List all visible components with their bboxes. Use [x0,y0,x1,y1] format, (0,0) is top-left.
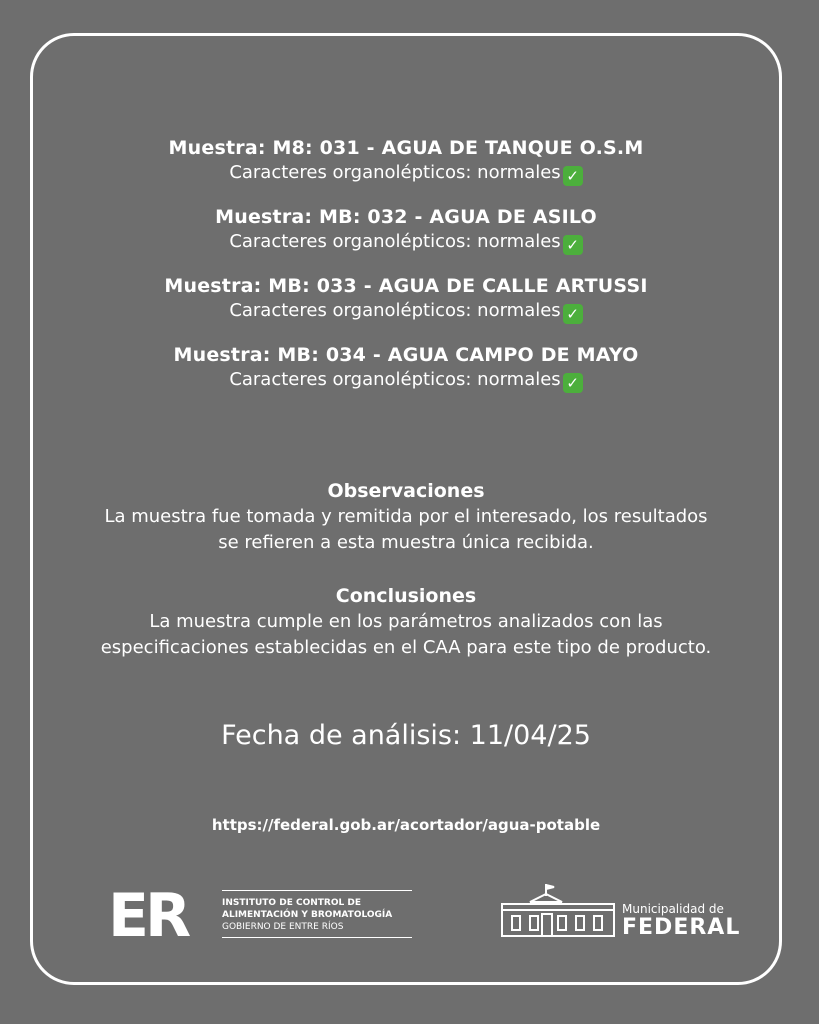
fecha-analisis: Fecha de análisis: 11/04/25 [221,720,591,751]
sample-desc: Caracteres organolépticos: normales [229,162,561,183]
sample-desc: Caracteres organolépticos: normales [229,369,561,390]
er-logo-mark [108,886,208,942]
muni-small-text: Municipalidad de [622,902,724,916]
sample-item [33,343,779,393]
er-line-3: GOBIERNO DE ENTRE RÍOS [222,922,344,932]
sample-item [33,205,779,255]
er-mark-text: ER [108,886,188,942]
check-mark-icon: ✓ [563,304,583,324]
samples-list [33,136,779,412]
check-mark-icon: ✓ [563,166,583,186]
url-link[interactable]: https://federal.gob.ar/acortador/agua-potable [211,816,601,834]
er-line-2: ALIMENTACIÓN Y BROMATOLOGÍA [222,910,393,920]
conclusiones-title: Conclusiones [335,585,477,607]
sample-desc: Caracteres organolépticos: normales [229,300,561,321]
observaciones-section [93,478,719,556]
er-line-1: INSTITUTO DE CONTROL DE [222,898,361,908]
sample-title: Muestra: MB: 032 - AGUA DE ASILO [215,206,597,228]
observaciones-text: La muestra fue tomada y remitida por el interesado, los resultados se refieren a esta muestra única recibida. [104,506,708,553]
municipalidad-logo [500,882,740,942]
observaciones-title: Observaciones [327,480,485,502]
municipal-building-icon [500,882,616,940]
conclusiones-section [93,583,719,661]
sample-item [33,136,779,186]
sample-desc: Caracteres organolépticos: normales [229,231,561,252]
sample-title: Muestra: MB: 033 - AGUA DE CALLE ARTUSSI [164,275,648,297]
sample-title: Muestra: M8: 031 - AGUA DE TANQUE O.S.M [168,137,644,159]
check-mark-icon: ✓ [563,373,583,393]
er-institute-logo [108,884,418,944]
check-mark-icon: ✓ [563,235,583,255]
conclusiones-text: La muestra cumple en los parámetros analizados con las especificaciones establecidas en el CAA para este tipo de producto. [100,611,712,658]
sample-title: Muestra: MB: 034 - AGUA CAMPO DE MAYO [173,344,639,366]
info-card [30,33,782,985]
sample-item [33,274,779,324]
muni-big-text: FEDERAL [622,915,741,940]
